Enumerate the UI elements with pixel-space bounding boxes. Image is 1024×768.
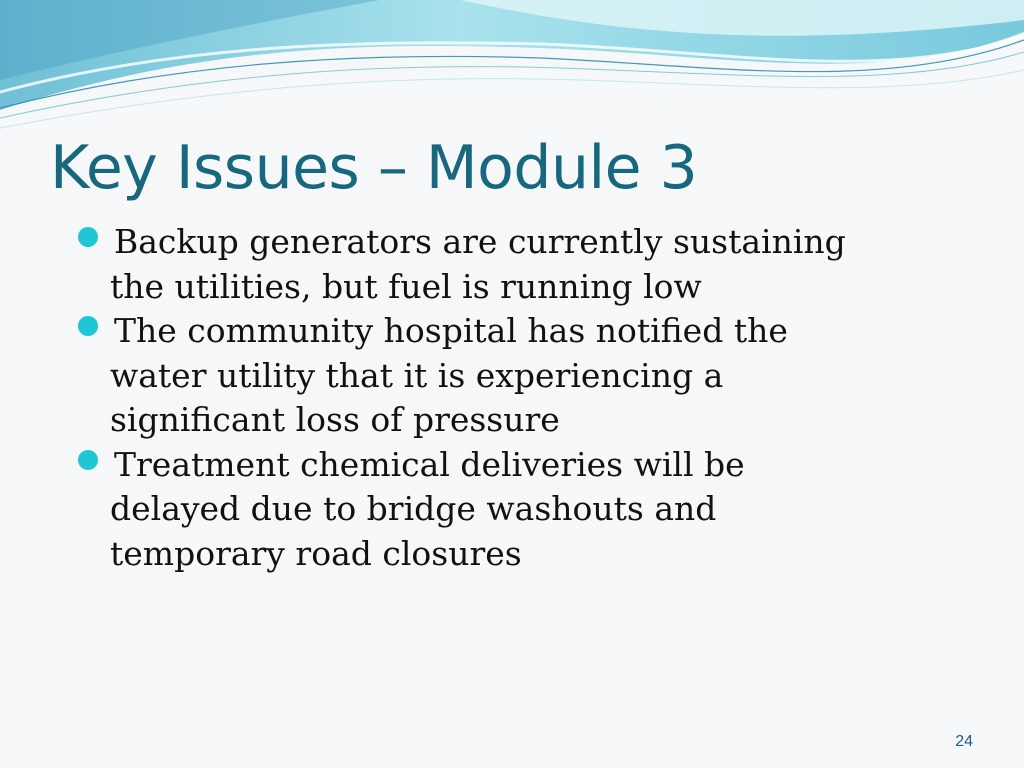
- bullet-marker-icon: [78, 227, 98, 247]
- bullet-item: [78, 220, 878, 309]
- bullet-text: The community hospital has notified the water utility that it is experiencing a significant loss of pressure: [110, 311, 788, 439]
- bullet-marker-icon: [78, 316, 98, 336]
- bullet-marker-icon: [78, 450, 98, 470]
- bullet-list: [78, 220, 878, 576]
- bullet-text: Treatment chemical deliveries will be delayed due to bridge washouts and temporary road closures: [110, 444, 745, 573]
- bullet-item: [78, 309, 878, 443]
- slide-title: Key Issues – Module 3: [50, 133, 698, 203]
- page-number: 24: [955, 733, 973, 750]
- header-wave-decoration: [0, 0, 1024, 130]
- bullet-text: Backup generators are currently sustaining the utilities, but fuel is running low: [110, 222, 846, 306]
- bullet-item: [78, 443, 878, 577]
